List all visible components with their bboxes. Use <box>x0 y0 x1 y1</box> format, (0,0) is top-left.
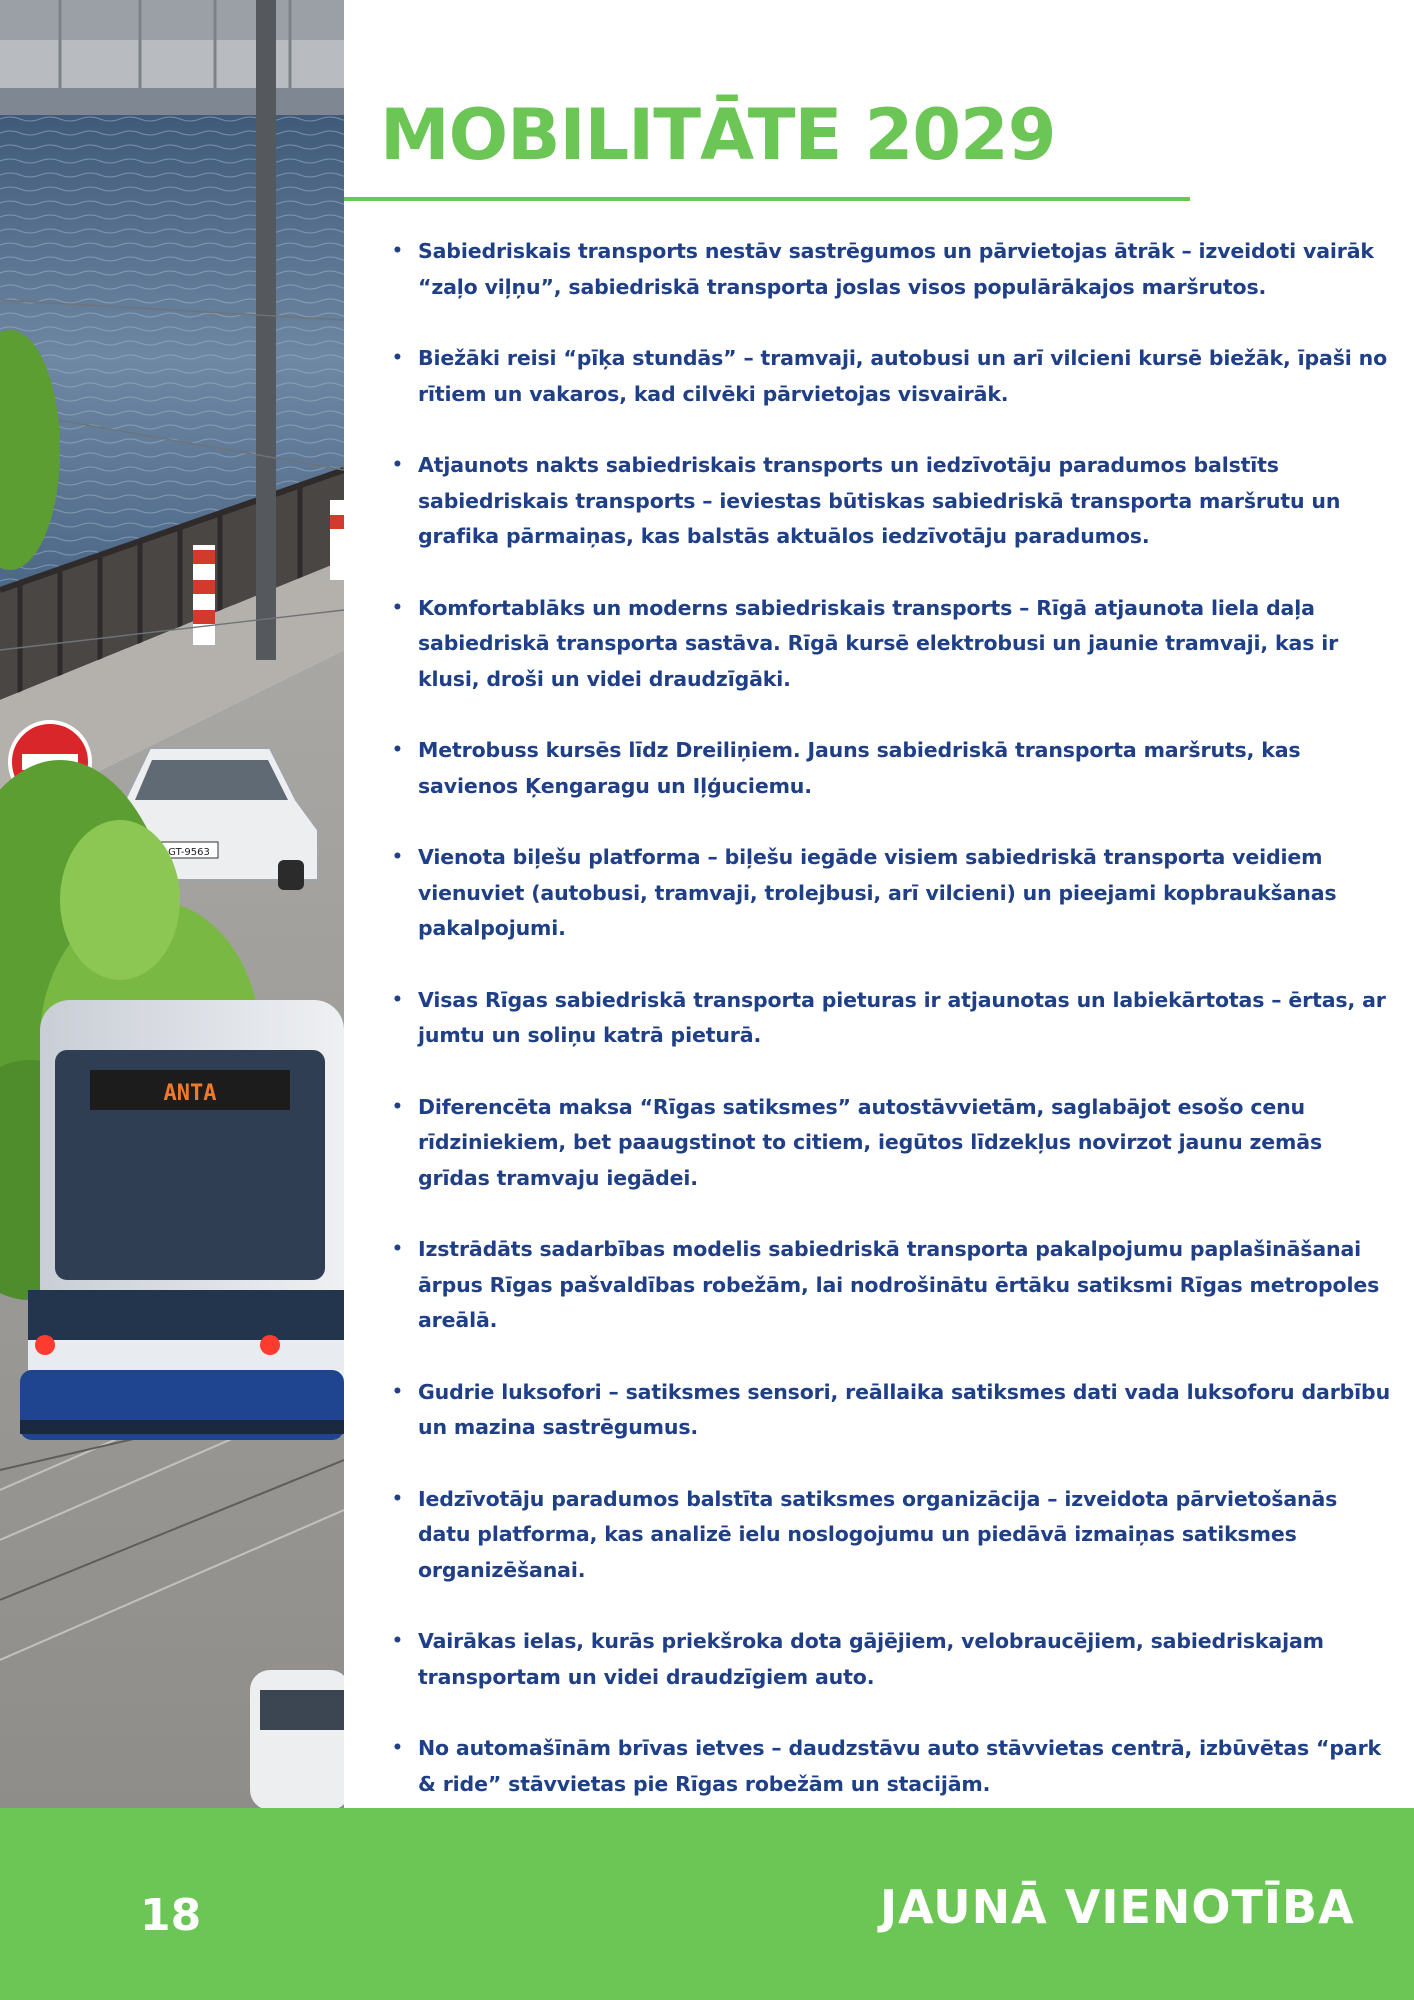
bullet-item: • Diferencēta maksa “Rīgas satiksmes” autostāvvietām, saglabājot esošo cenu rīdziniekiem, bet paaugstinot to citiem, iegūtos līdzekļus novirzot jaunu zemās grīdas tramvaju iegādei. <box>392 1090 1392 1197</box>
tram <box>20 1000 344 1440</box>
street-tram-photo <box>0 0 344 1808</box>
title-divider <box>344 197 1190 201</box>
car-plate: GT-9563 <box>168 847 210 858</box>
bullet-item: • Vienota biļešu platforma – biļešu iegāde visiem sabiedriskā transporta veidiem vienuviet (autobusi, tramvaji, trolejbusi, arī vilcieni) un pieejami kopbraukšanas pakalpojumi. <box>392 840 1392 947</box>
brand-logo-text: JAUNĀ VIENOTĪBA <box>880 1880 1355 1934</box>
bullet-item: • Gudrie luksofori – satiksmes sensori, reāllaika satiksmes dati vada luksoforu darbību un mazina sastrēgumus. <box>392 1375 1392 1446</box>
utility-pole <box>256 0 276 660</box>
page-title: MOBILITĀTE 2029 <box>380 94 1056 176</box>
bullet-item: • Komfortablāks un moderns sabiedriskais transports – Rīgā atjaunota liela daļa sabiedriskā transporta sastāva. Rīgā kursē elektrobusi un jaunie tramvaji, kas ir klusi, droši un videi draudzīgāki. <box>392 591 1392 698</box>
footer-band <box>0 1808 1414 2000</box>
bullet-item: • No automašīnām brīvas ietves – daudzstāvu auto stāvvietas centrā, izbūvētas “park & ride” stāvvietas pie Rīgas robežām un stacijām. <box>392 1731 1392 1802</box>
bullet-item: • Biežāki reisi “pīķa stundās” – tramvaji, autobusi un arī vilcieni kursē biežāk, īpaši no rītiem un vakaros, kad cilvēki pārvietojas visvairāk. <box>392 341 1392 412</box>
bullet-item: • Vairākas ielas, kurās priekšroka dota gājējiem, velobraucējiem, sabiedriskajam transportam un videi draudzīgiem auto. <box>392 1624 1392 1695</box>
bullet-item: • Sabiedriskais transports nestāv sastrēgumos un pārvietojas ātrāk – izveidoti vairāk “zaļo viļņu”, sabiedriskā transporta joslas visos populārākajos maršrutos. <box>392 234 1392 305</box>
bullet-item: • Izstrādāts sadarbības modelis sabiedriskā transporta pakalpojumu paplašināšanai ārpus Rīgas pašvaldības robežām, lai nodrošinātu ērtāku satiksmi Rīgas metropoles areālā. <box>392 1232 1392 1339</box>
page-number: 18 <box>140 1890 202 1941</box>
bullet-item: • Metrobuss kursēs līdz Dreiliņiem. Jauns sabiedriskā transporta maršruts, kas savienos Ķengaragu un Iļģuciemu. <box>392 733 1392 804</box>
bullet-item: • Atjaunots nakts sabiedriskais transports un iedzīvotāju paradumos balstīts sabiedriskais transports – ieviestas būtiskas sabiedriskā transporta maršrutu un grafika pārmaiņas, kas balstās aktuālos iedzīvotāju paradumos. <box>392 448 1392 555</box>
bullet-item: • Iedzīvotāju paradumos balstīta satiksmes organizācija – izveidota pārvietošanās datu platforma, kas analizē ielu noslogojumu un piedāvā izmaiņas satiksmes organizēšanai. <box>392 1482 1392 1589</box>
mobility-bullet-list <box>392 234 1392 1838</box>
bullet-item: • Visas Rīgas sabiedriskā transporta pieturas ir atjaunotas un labiekārtotas – ērtas, ar jumtu un soliņu katrā pieturā. <box>392 983 1392 1054</box>
tram-destination: ANTA <box>163 1081 217 1106</box>
